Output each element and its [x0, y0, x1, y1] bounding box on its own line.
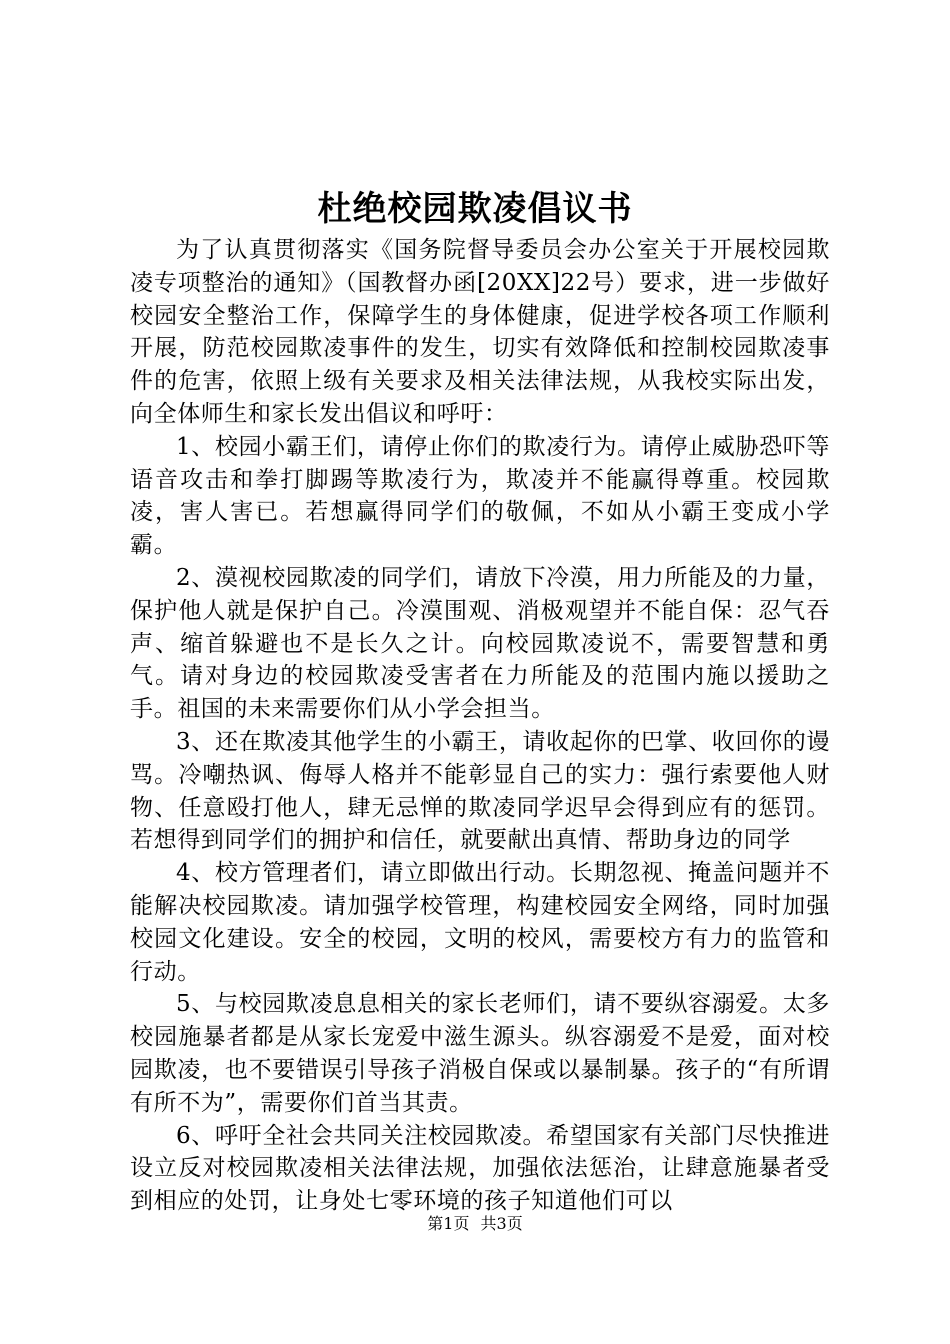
item-paragraph-5: 5、与校园欺凌息息相关的家长老师们，请不要纵容溺爱。太多校园施暴者都是从家长宠爱中滋生源头。纵容溺爱不是爱，面对校园欺凌，也不要错误引导孩子消极自保或以暴制暴。孩子的“有所谓有所不为”，需要你们首当其责。	[130, 991, 830, 1116]
page-total: 共3页	[480, 1214, 523, 1233]
item-paragraph-2: 2、漠视校园欺凌的同学们，请放下冷漠，用力所能及的力量，保护他人就是保护自己。冷漠围观、消极观望并不能自保：忍气吞声、缩首躲避也不是长久之计。向校园欺凌说不，需要智慧和勇气。请对身边的校园欺凌受害者在力所能及的范围内施以援助之手。祖国的未来需要你们从小学会担当。	[130, 564, 830, 723]
item-paragraph-6: 6、呼吁全社会共同关注校园欺凌。希望国家有关部门尽快推进设立反对校园欺凌相关法律法规，加强依法惩治，让肆意施暴者受到相应的处罚，让身处七零环境的孩子知道他们可以	[130, 1122, 830, 1215]
item-paragraph-4: 4、校方管理者们，请立即做出行动。长期忽视、掩盖问题并不能解决校园欺凌。请加强学校管理，构建校园安全网络，同时加强校园文化建设。安全的校园，文明的校风，需要校方有力的监管和行动。	[130, 860, 830, 985]
intro-paragraph: 为了认真贯彻落实《国务院督导委员会办公室关于开展校园欺凌专项整治的通知》（国教督办函[20XX]22号）要求，进一步做好校园安全整治工作，保障学生的身体健康，促进学校各项工作顺利开展，防范校园欺凌事件的发生，切实有效降低和控制校园欺凌事件的危害，依照上级有关要求及相关法律法规，从我校实际出发，向全体师生和家长发出倡议和呼吁：	[130, 237, 830, 427]
page-number: 第1页	[427, 1214, 470, 1233]
page-footer	[0, 1212, 950, 1236]
document-body	[130, 234, 830, 1218]
item-paragraph-3: 3、还在欺凌其他学生的小霸王，请收起你的巴掌、收回你的谩骂。冷嘲热讽、侮辱人格并不能彰显自己的实力：强行索要他人财物、任意殴打他人，肆无忌惮的欺凌同学迟早会得到应有的惩罚。若想得到同学们的拥护和信任，就要献出真情、帮助身边的同学	[130, 728, 830, 854]
document-title: 杜绝校园欺凌倡议书	[317, 189, 633, 229]
item-paragraph-1: 1、校园小霸王们，请停止你们的欺凌行为。请停止威胁恐吓等语音攻击和拳打脚踢等欺凌行为，欺凌并不能赢得尊重。校园欺凌，害人害已。若想赢得同学们的敬佩，不如从小霸王变成小学霸。	[130, 433, 830, 559]
